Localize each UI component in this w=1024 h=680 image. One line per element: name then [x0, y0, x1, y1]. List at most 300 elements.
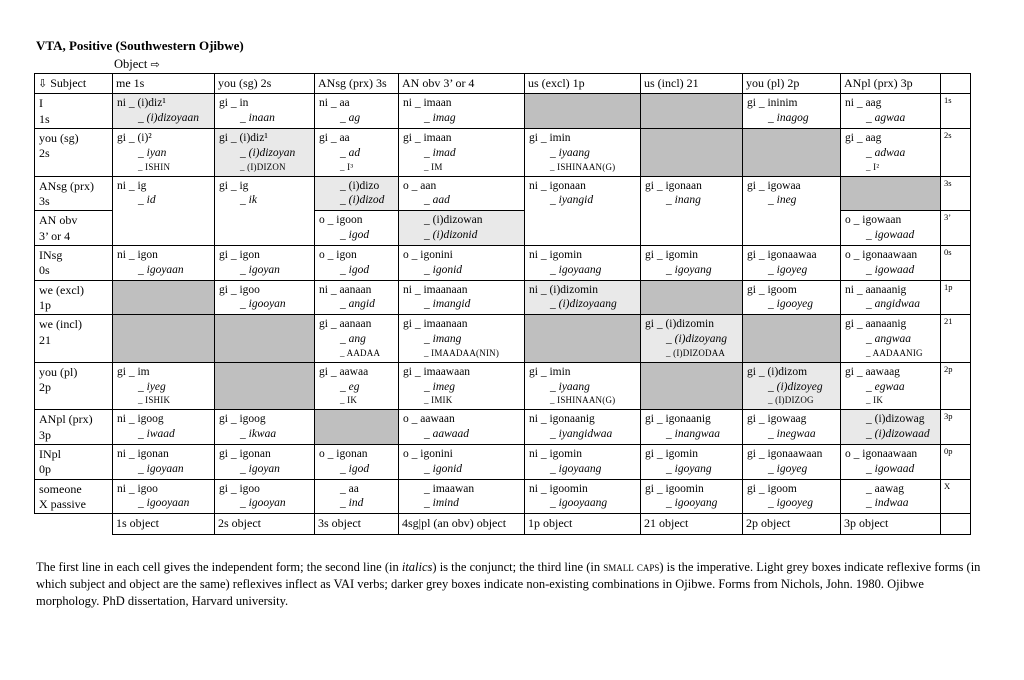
- form-line: _ IMAADAA(NIN): [424, 347, 500, 358]
- paradigm-cell: [841, 362, 941, 409]
- person-code-cell: 0p: [941, 444, 971, 479]
- paradigm-cell: [215, 176, 315, 245]
- paradigm-cell: [113, 245, 215, 280]
- paradigm-cell: [841, 479, 941, 514]
- footer-code-cell: [941, 514, 971, 534]
- note-segment: italics: [401, 559, 433, 574]
- form-line: gi _ im: [117, 365, 150, 378]
- form-line: gi _ (i)dizom: [747, 365, 808, 378]
- paradigm-cell: [641, 479, 743, 514]
- form-line: gi _ aawaag: [845, 365, 900, 378]
- note-segment: The first line in each cell gives the independent form; the second line (in: [36, 559, 402, 574]
- form-line: _ igoyaang: [550, 263, 602, 276]
- subject-label-line: I: [39, 96, 43, 111]
- form-line: _ igod: [340, 263, 370, 276]
- form-line: gi _ igoom: [747, 283, 797, 296]
- paradigm-row: [35, 315, 971, 362]
- form-line: _ ISHINAAN(G): [550, 395, 616, 406]
- form-line: _ igowaad: [866, 462, 915, 475]
- paradigm-cell: [525, 129, 641, 176]
- paradigm-cell: [315, 129, 399, 176]
- form-line: gi _ igonaanig: [645, 413, 711, 426]
- form-line: _ angid: [340, 298, 375, 311]
- paradigm-cell: [743, 479, 841, 514]
- subject-label-line: ANpl (prx): [39, 412, 93, 427]
- form-line: _ igooyan: [240, 497, 286, 510]
- form-line: _ imag: [424, 112, 456, 125]
- form-line: _ igoyeg: [768, 263, 808, 276]
- paradigm-cell: [399, 410, 525, 445]
- subject-cell: [35, 362, 113, 409]
- paradigm-cell: [525, 444, 641, 479]
- paradigm-cell: [841, 211, 941, 246]
- form-line: _ iyaang: [550, 380, 590, 393]
- form-line: _ igooyaang: [550, 497, 608, 510]
- form-line: _ (i)dizo: [340, 179, 380, 192]
- form-line: gi _ imaan: [403, 132, 452, 145]
- form-line: _ igod: [340, 462, 370, 475]
- form-line: gi _ igon: [219, 248, 260, 261]
- paradigm-cell: [641, 176, 743, 245]
- subject-label-line: 2p: [39, 380, 51, 395]
- form-line: _ igowaad: [866, 263, 915, 276]
- object-footer-cell: 2s object: [215, 514, 315, 534]
- paradigm-cell: [113, 444, 215, 479]
- paradigm-row: [35, 245, 971, 280]
- form-line: _ (i)dizoyaan: [138, 112, 200, 125]
- form-line: ni _ aag: [845, 97, 882, 110]
- form-line: _ AADAANIG: [866, 347, 923, 358]
- paradigm-cell: [841, 410, 941, 445]
- form-line: _ iwaad: [138, 427, 175, 440]
- paradigm-cell: [525, 176, 641, 245]
- paradigm-table: [34, 73, 971, 535]
- paradigm-cell: [399, 479, 525, 514]
- form-line: _ ad: [340, 146, 361, 159]
- paradigm-cell: [399, 444, 525, 479]
- subject-cell: [35, 444, 113, 479]
- subject-label-line: someone: [39, 481, 82, 496]
- form-line: _ igonid: [424, 462, 463, 475]
- paradigm-row: [35, 280, 971, 315]
- page-title: VTA, Positive (Southwestern Ojibwe): [36, 38, 244, 53]
- person-code-cell: 3p: [941, 410, 971, 445]
- object-column-header: you (sg) 2s: [215, 74, 315, 94]
- subject-label-line: 1s: [39, 111, 50, 126]
- form-line: o _ aawaan: [403, 413, 455, 426]
- subject-cell: [35, 94, 113, 129]
- form-line: _ (i)dizoyang: [666, 333, 728, 346]
- form-line: _ imaawan: [424, 482, 475, 495]
- subject-cell: [35, 129, 113, 176]
- paradigm-cell: [743, 315, 841, 362]
- form-line: _ imang: [424, 333, 462, 346]
- code-header-cell: [941, 74, 971, 94]
- form-line: _ id: [138, 194, 156, 207]
- subject-header-cell: ⇩ Subject: [35, 74, 113, 94]
- person-code-cell: 21: [941, 315, 971, 362]
- object-footer-cell: 3p object: [841, 514, 941, 534]
- object-footer-cell: 2p object: [743, 514, 841, 534]
- paradigm-cell: [315, 94, 399, 129]
- note-segment: ) is the imperative. Light grey boxes indicate reflexive forms (in which subject and object are the same) reflexives inflect as VAI verbs; darker grey boxes indicate non-existing combinations in Ojibwe. Forms from Nichols, John. 1980. Ojibwe morphology. PhD dissertation, Harvard university.: [36, 559, 981, 609]
- form-line: o _ aan: [403, 179, 437, 192]
- paradigm-cell: [841, 315, 941, 362]
- footer-row: [35, 514, 971, 534]
- form-line: ni _ igomin: [529, 447, 583, 460]
- paradigm-cell: [743, 245, 841, 280]
- form-line: _ igoyaan: [138, 462, 184, 475]
- form-line: gi _ igomin: [645, 447, 699, 460]
- form-line: _ igonid: [424, 263, 463, 276]
- object-footer-cell: 3s object: [315, 514, 399, 534]
- form-line: ni _ igonaanig: [529, 413, 595, 426]
- footer-spacer-cell: [35, 514, 113, 534]
- note-segment: ) is the conjunct; the third line (in: [432, 559, 604, 574]
- form-line: _ (i)dizoyan: [240, 146, 296, 159]
- paradigm-cell: [215, 129, 315, 176]
- form-line: _ igooyeg: [768, 298, 814, 311]
- paradigm-cell: [641, 245, 743, 280]
- form-line: gi _ igonaawaan: [747, 447, 823, 460]
- paradigm-cell: [113, 94, 215, 129]
- form-line: _ (I)DIZOG: [768, 395, 814, 406]
- subject-label-line: INpl: [39, 446, 61, 461]
- form-line: gi _ igoog: [219, 413, 266, 426]
- subject-label-line: 2s: [39, 146, 50, 161]
- paradigm-cell: [215, 245, 315, 280]
- subject-cell: [35, 410, 113, 445]
- form-line: _ aawag: [866, 482, 904, 495]
- form-line: _ I²: [866, 161, 880, 172]
- paradigm-cell: [113, 280, 215, 315]
- form-line: _ iyaang: [550, 146, 590, 159]
- paradigm-cell: [641, 315, 743, 362]
- form-line: ni _ igoog: [117, 413, 164, 426]
- form-line: _ indwaa: [866, 497, 909, 510]
- paradigm-cell: [399, 94, 525, 129]
- paradigm-row: [35, 444, 971, 479]
- form-line: _ egwaa: [866, 380, 905, 393]
- paradigm-cell: [841, 176, 941, 211]
- form-line: gi _ ininim: [747, 97, 798, 110]
- form-line: _ ISHIK: [138, 395, 171, 406]
- subject-label-line: we (incl): [39, 317, 82, 332]
- paradigm-row: [35, 94, 971, 129]
- form-line: _ inaan: [240, 112, 275, 125]
- form-line: _ ang: [340, 333, 366, 346]
- form-line: _ eg: [340, 380, 360, 393]
- form-line: _ ISHINAAN(G): [550, 161, 616, 172]
- form-line: _ angwaa: [866, 333, 912, 346]
- paradigm-cell: [743, 362, 841, 409]
- form-line: gi _ igonaawaa: [747, 248, 817, 261]
- form-line: o _ igowaan: [845, 214, 902, 227]
- form-line: _ igooyaan: [138, 497, 190, 510]
- form-line: _ iyangidwaa: [550, 427, 613, 440]
- subject-cell: [35, 315, 113, 362]
- form-line: gi _ aa: [319, 132, 350, 145]
- paradigm-cell: [113, 479, 215, 514]
- paradigm-cell: [841, 245, 941, 280]
- form-line: _ agwaa: [866, 112, 906, 125]
- subject-label-line: we (excl): [39, 282, 84, 297]
- form-line: _ IK: [340, 395, 358, 406]
- form-line: _ (i)dizoyaang: [550, 298, 617, 311]
- paradigm-cell: [215, 410, 315, 445]
- form-line: _ (i)dizowan: [424, 214, 483, 227]
- legend-note: [36, 559, 986, 611]
- form-line: _ igooyeg: [768, 497, 814, 510]
- form-line: gi _ (i)dizomin: [645, 318, 714, 331]
- form-line: ni _ igonan: [117, 447, 169, 460]
- form-line: _ angidwaa: [866, 298, 920, 311]
- paradigm-cell: [315, 479, 399, 514]
- paradigm-cell: [215, 479, 315, 514]
- paradigm-cell: [315, 410, 399, 445]
- arrow-right-icon: ⇨: [150, 58, 160, 71]
- form-line: ni _ (i)diz¹: [117, 97, 166, 110]
- paradigm-cell: [399, 315, 525, 362]
- form-line: _ igooyan: [240, 298, 286, 311]
- subject-cell: [35, 245, 113, 280]
- paradigm-cell: [399, 176, 525, 211]
- paradigm-cell: [399, 245, 525, 280]
- form-line: _ igoyeg: [768, 462, 808, 475]
- paradigm-cell: [215, 444, 315, 479]
- form-line: _ IK: [866, 395, 884, 406]
- subject-label-line: 0s: [39, 263, 50, 278]
- paradigm-cell: [113, 315, 215, 362]
- object-footer-cell: 1p object: [525, 514, 641, 534]
- paradigm-cell: [641, 444, 743, 479]
- paradigm-cell: [641, 362, 743, 409]
- paradigm-cell: [399, 211, 525, 246]
- form-line: gi _ igoomin: [645, 482, 704, 495]
- person-code-cell: 1p: [941, 280, 971, 315]
- subject-label-line: 3p: [39, 427, 51, 442]
- paradigm-cell: [525, 280, 641, 315]
- paradigm-cell: [315, 362, 399, 409]
- subject-label-line: ANsg (prx): [39, 178, 94, 193]
- person-code-cell: 3’: [941, 211, 971, 246]
- form-line: _ imad: [424, 146, 456, 159]
- subject-label-line: 1p: [39, 298, 51, 313]
- form-line: _ (i)dizoyeg: [768, 380, 823, 393]
- form-line: _ (I)DIZON: [240, 161, 286, 172]
- paradigm-cell: [743, 129, 841, 176]
- form-line: _ imind: [424, 497, 459, 510]
- form-line: _ aawaad: [424, 427, 470, 440]
- form-line: gi _ igowaa: [747, 179, 801, 192]
- paradigm-cell: [215, 315, 315, 362]
- form-line: _ igoyang: [666, 462, 712, 475]
- form-line: gi _ igomin: [645, 248, 699, 261]
- form-line: _ iyeg: [138, 380, 166, 393]
- paradigm-row: [35, 479, 971, 514]
- form-line: o _ igonaawaan: [845, 447, 918, 460]
- subject-label-line: INsg: [39, 247, 63, 262]
- form-line: _ (I)DIZODAA: [666, 347, 726, 358]
- form-line: _ igoyan: [240, 462, 280, 475]
- paradigm-cell: [525, 315, 641, 362]
- form-line: _ igoyaang: [550, 462, 602, 475]
- form-line: o _ igonini: [403, 447, 453, 460]
- form-line: _ I³: [340, 161, 354, 172]
- header-row: [35, 74, 971, 94]
- form-line: gi _ (i)²: [117, 132, 152, 145]
- form-line: _ igowaad: [866, 228, 915, 241]
- note-segment: small caps: [603, 559, 660, 574]
- form-line: _ AADAA: [340, 347, 381, 358]
- form-line: _ ineg: [768, 194, 797, 207]
- form-line: o _ igonaawaan: [845, 248, 918, 261]
- form-line: ni _ aa: [319, 97, 350, 110]
- paradigm-cell: [399, 280, 525, 315]
- paradigm-cell: [215, 280, 315, 315]
- form-line: _ iyan: [138, 146, 167, 159]
- form-line: ni _ igon: [117, 248, 158, 261]
- paradigm-row: [35, 176, 971, 211]
- person-code-cell: 3s: [941, 176, 971, 211]
- subject-label-line: 3’ or 4: [39, 228, 71, 243]
- paradigm-cell: [113, 362, 215, 409]
- form-line: _ ikwaa: [240, 427, 277, 440]
- form-line: ni _ igoomin: [529, 482, 588, 495]
- paradigm-table-body: [35, 74, 971, 535]
- form-line: _ igooyang: [666, 497, 718, 510]
- object-column-header: us (excl) 1p: [525, 74, 641, 94]
- form-line: _ (i)dizowaad: [866, 427, 930, 440]
- form-line: gi _ (i)diz¹: [219, 132, 268, 145]
- object-column-header: you (pl) 2p: [743, 74, 841, 94]
- form-line: o _ igoon: [319, 214, 363, 227]
- paradigm-cell: [399, 362, 525, 409]
- form-line: _ igoyang: [666, 263, 712, 276]
- paradigm-cell: [841, 129, 941, 176]
- form-line: ni _ igomin: [529, 248, 583, 261]
- paradigm-cell: [399, 129, 525, 176]
- form-line: o _ igonini: [403, 248, 453, 261]
- paradigm-cell: [841, 94, 941, 129]
- form-line: _ aa: [340, 482, 359, 495]
- form-line: gi _ in: [219, 97, 249, 110]
- paradigm-cell: [743, 280, 841, 315]
- subject-label-line: X passive: [39, 497, 86, 512]
- form-line: gi _ imin: [529, 365, 571, 378]
- form-line: gi _ igowaag: [747, 413, 807, 426]
- paradigm-cell: [841, 280, 941, 315]
- person-code-cell: 2p: [941, 362, 971, 409]
- paradigm-cell: [315, 315, 399, 362]
- paradigm-cell: [525, 410, 641, 445]
- form-line: gi _ igoom: [747, 482, 797, 495]
- paradigm-cell: [525, 362, 641, 409]
- object-column-header: me 1s: [113, 74, 215, 94]
- form-line: _ igoyan: [240, 263, 280, 276]
- form-line: _ inang: [666, 194, 701, 207]
- subject-label-line: 0p: [39, 462, 51, 477]
- form-line: _ inegwaa: [768, 427, 816, 440]
- object-footer-cell: 1s object: [113, 514, 215, 534]
- form-line: _ imangid: [424, 298, 471, 311]
- object-footer-cell: 4sg|pl (an obv) object: [399, 514, 525, 534]
- form-line: o _ igon: [319, 248, 357, 261]
- subject-cell: [35, 479, 113, 514]
- paradigm-cell: [641, 94, 743, 129]
- paradigm-cell: [315, 245, 399, 280]
- person-code-cell: 1s: [941, 94, 971, 129]
- form-line: _ iyangid: [550, 194, 594, 207]
- form-line: _ imeg: [424, 380, 455, 393]
- paradigm-cell: [315, 280, 399, 315]
- form-line: _ (i)dizonid: [424, 228, 478, 241]
- form-line: _ inagog: [768, 112, 809, 125]
- form-line: gi _ igoo: [219, 482, 260, 495]
- paradigm-cell: [315, 444, 399, 479]
- form-line: gi _ aanaan: [319, 318, 372, 331]
- paradigm-cell: [743, 410, 841, 445]
- form-line: _ IM: [424, 161, 443, 172]
- form-line: _ IMIK: [424, 395, 453, 406]
- form-line: ni _ (i)dizomin: [529, 283, 598, 296]
- form-line: ni _ imaan: [403, 97, 452, 110]
- paradigm-cell: [525, 479, 641, 514]
- paradigm-row: [35, 362, 971, 409]
- object-column-header: ANpl (prx) 3p: [841, 74, 941, 94]
- form-line: gi _ imin: [529, 132, 571, 145]
- paradigm-row: [35, 410, 971, 445]
- paradigm-cell: [525, 245, 641, 280]
- subject-cell: [35, 211, 113, 246]
- paradigm-cell: [743, 94, 841, 129]
- form-line: _ aad: [424, 194, 450, 207]
- form-line: gi _ igonan: [219, 447, 271, 460]
- paradigm-cell: [641, 280, 743, 315]
- subject-label-line: 3s: [39, 193, 50, 208]
- form-line: o _ igonan: [319, 447, 368, 460]
- paradigm-cell: [215, 94, 315, 129]
- paradigm-row: [35, 129, 971, 176]
- form-line: _ (i)dizowag: [866, 413, 925, 426]
- paradigm-cell: [641, 129, 743, 176]
- paradigm-cell: [113, 410, 215, 445]
- form-line: gi _ aag: [845, 132, 882, 145]
- object-column-header: ANsg (prx) 3s: [315, 74, 399, 94]
- object-column-header: AN obv 3’ or 4: [399, 74, 525, 94]
- form-line: _ adwaa: [866, 146, 906, 159]
- form-line: gi _ imaawaan: [403, 365, 471, 378]
- paradigm-cell: [525, 94, 641, 129]
- form-line: _ ik: [240, 194, 257, 207]
- arrow-down-icon: ⇩: [38, 77, 48, 90]
- paradigm-cell: [113, 129, 215, 176]
- form-line: _ inangwaa: [666, 427, 720, 440]
- form-line: gi _ imaanaan: [403, 318, 468, 331]
- subject-cell: [35, 280, 113, 315]
- paradigm-cell: [215, 362, 315, 409]
- paradigm-cell: [315, 211, 399, 246]
- form-line: _ ISHIN: [138, 161, 171, 172]
- person-code-cell: 0s: [941, 245, 971, 280]
- paradigm-cell: [841, 444, 941, 479]
- form-line: gi _ aawaa: [319, 365, 369, 378]
- form-line: ni _ igoo: [117, 482, 158, 495]
- object-footer-cell: 21 object: [641, 514, 743, 534]
- subject-label-line: you (sg): [39, 131, 79, 146]
- paradigm-cell: [315, 176, 399, 211]
- form-line: _ ind: [340, 497, 364, 510]
